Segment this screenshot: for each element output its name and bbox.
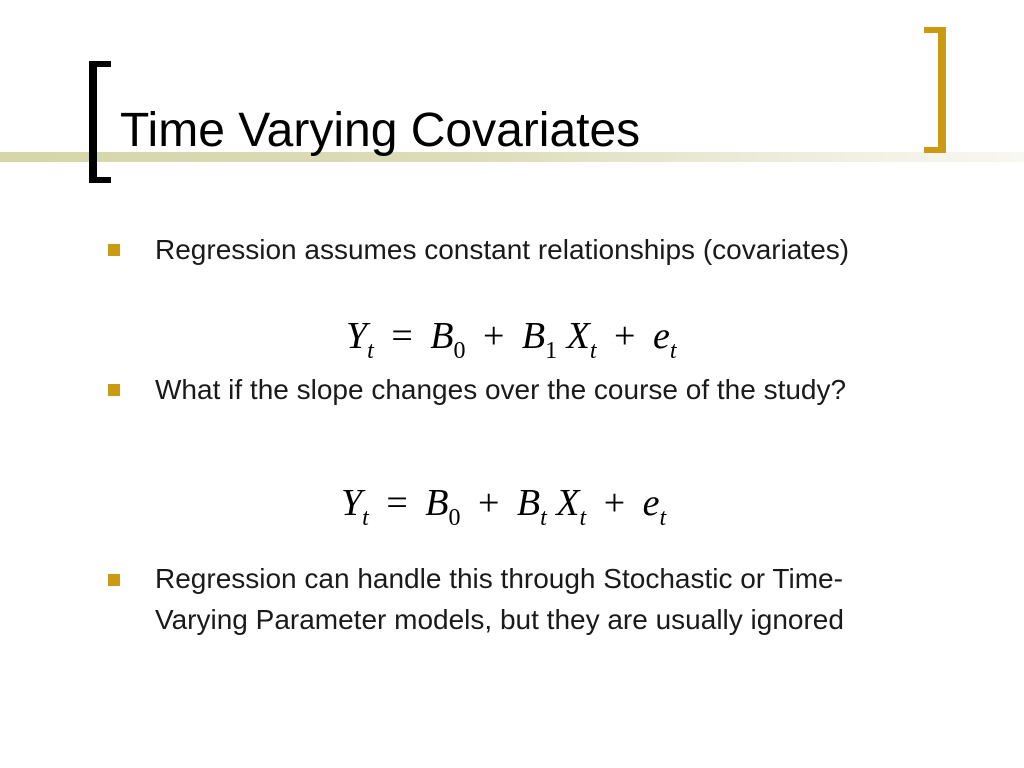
equation-varying-slope: $Y_t = B_0 + B_t$ $X_t + e_t$ bbox=[341, 482, 667, 531]
left-bracket-decoration bbox=[89, 61, 111, 183]
bullet-marker-2 bbox=[108, 384, 120, 396]
right-bracket-decoration bbox=[924, 27, 946, 153]
equation-constant-slope: $Y_t = B_0 + B_1$ $X_t + e_t$ bbox=[346, 315, 677, 364]
bullet-text-1: Regression assumes constant relationships (covariates) bbox=[155, 234, 850, 265]
bullet-text-3: Regression can handle this through Stochastic or Time-Varying Parameter models, but they are usually ignored bbox=[155, 563, 844, 635]
slide-title: Time Varying Covariates bbox=[120, 104, 641, 157]
bullet-text-2: What if the slope changes over the course of the study? bbox=[155, 374, 847, 405]
bullet-marker-1 bbox=[108, 244, 120, 256]
bullet-marker-3 bbox=[108, 574, 120, 586]
